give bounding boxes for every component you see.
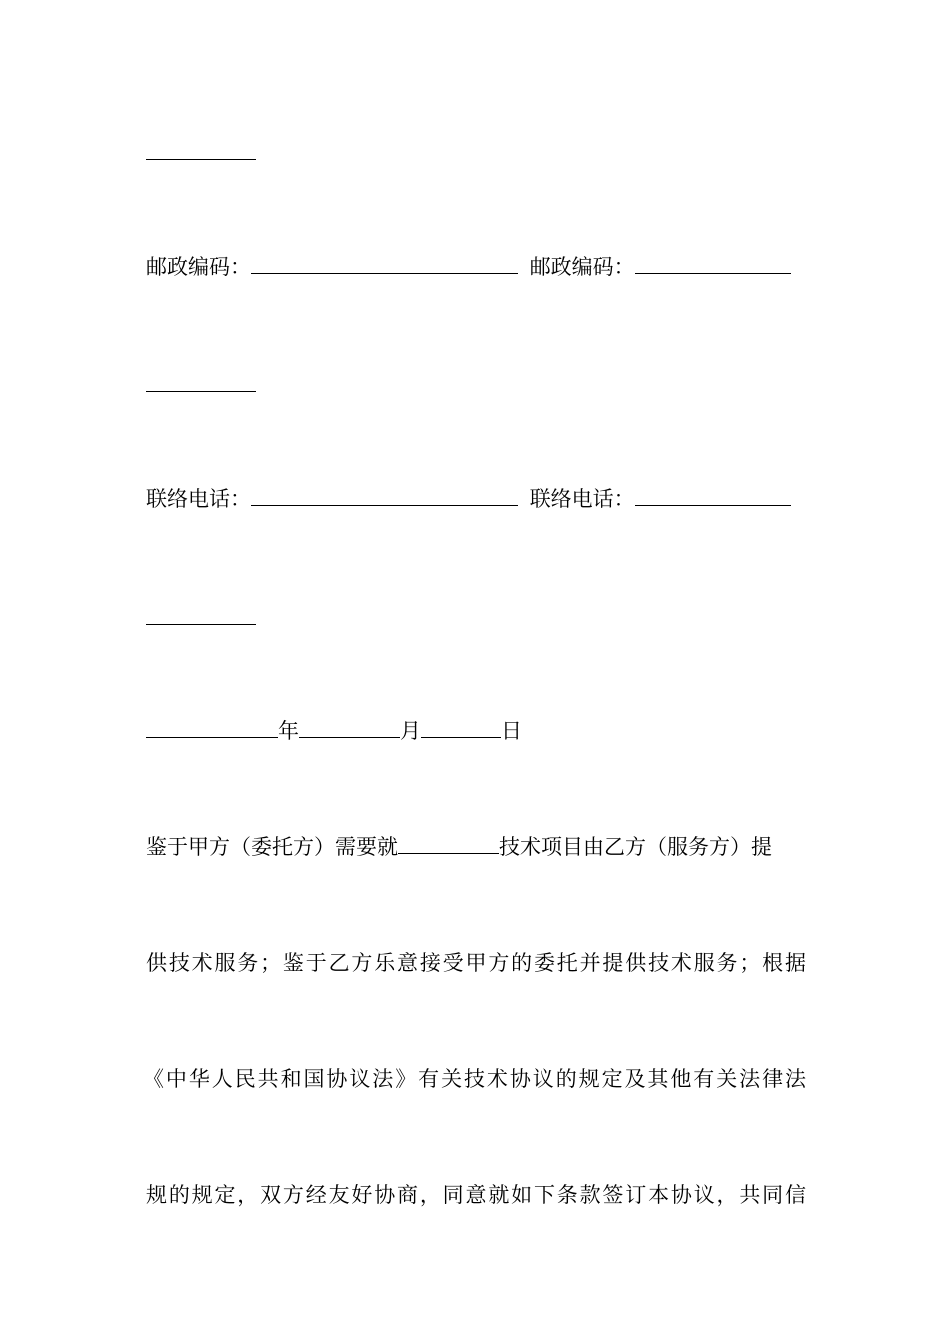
continuation-rule-2 [146, 391, 256, 392]
day-label: 日 [501, 719, 522, 743]
continuation-rule-1 [146, 159, 256, 160]
day-blank[interactable] [421, 717, 501, 738]
postal-code-label-a: 邮政编码： [146, 255, 251, 279]
continuation-rule-3 [146, 624, 256, 625]
postal-code-label-b: 邮政编码： [529, 255, 635, 279]
month-label: 月 [400, 719, 421, 743]
postal-code-row [146, 252, 791, 282]
project-blank[interactable] [398, 833, 499, 854]
date-row [146, 716, 522, 746]
phone-label-a: 联络电话： [146, 487, 251, 511]
phone-blank-b[interactable] [635, 485, 791, 506]
paragraph-line-3-text: 《中华人民共和国协议法》有关技术协议的规定及其他有关法律法 [143, 1067, 806, 1091]
paragraph-line-2 [146, 948, 806, 978]
postal-code-blank-a[interactable] [251, 253, 518, 274]
phone-label-b: 联络电话： [529, 487, 635, 511]
phone-blank-a[interactable] [251, 485, 518, 506]
paragraph-line-1-part-1: 鉴于甲方（委托方）需要就 [146, 835, 398, 859]
month-blank[interactable] [299, 717, 400, 738]
paragraph-line-1-part-2: 技术项目由乙方（服务方）提 [499, 835, 772, 859]
year-label: 年 [278, 719, 299, 743]
postal-code-blank-b[interactable] [635, 253, 791, 274]
paragraph-line-3 [143, 1064, 806, 1094]
paragraph-line-4-text: 规的规定，双方经友好协商，同意就如下条款签订本协议，共同信 [146, 1183, 806, 1207]
phone-row [146, 484, 791, 514]
paragraph-line-2-text: 供技术服务；鉴于乙方乐意接受甲方的委托并提供技术服务；根据 [146, 951, 806, 975]
paragraph-line-4 [146, 1180, 806, 1210]
paragraph-line-1 [146, 832, 772, 862]
year-blank[interactable] [146, 717, 278, 738]
